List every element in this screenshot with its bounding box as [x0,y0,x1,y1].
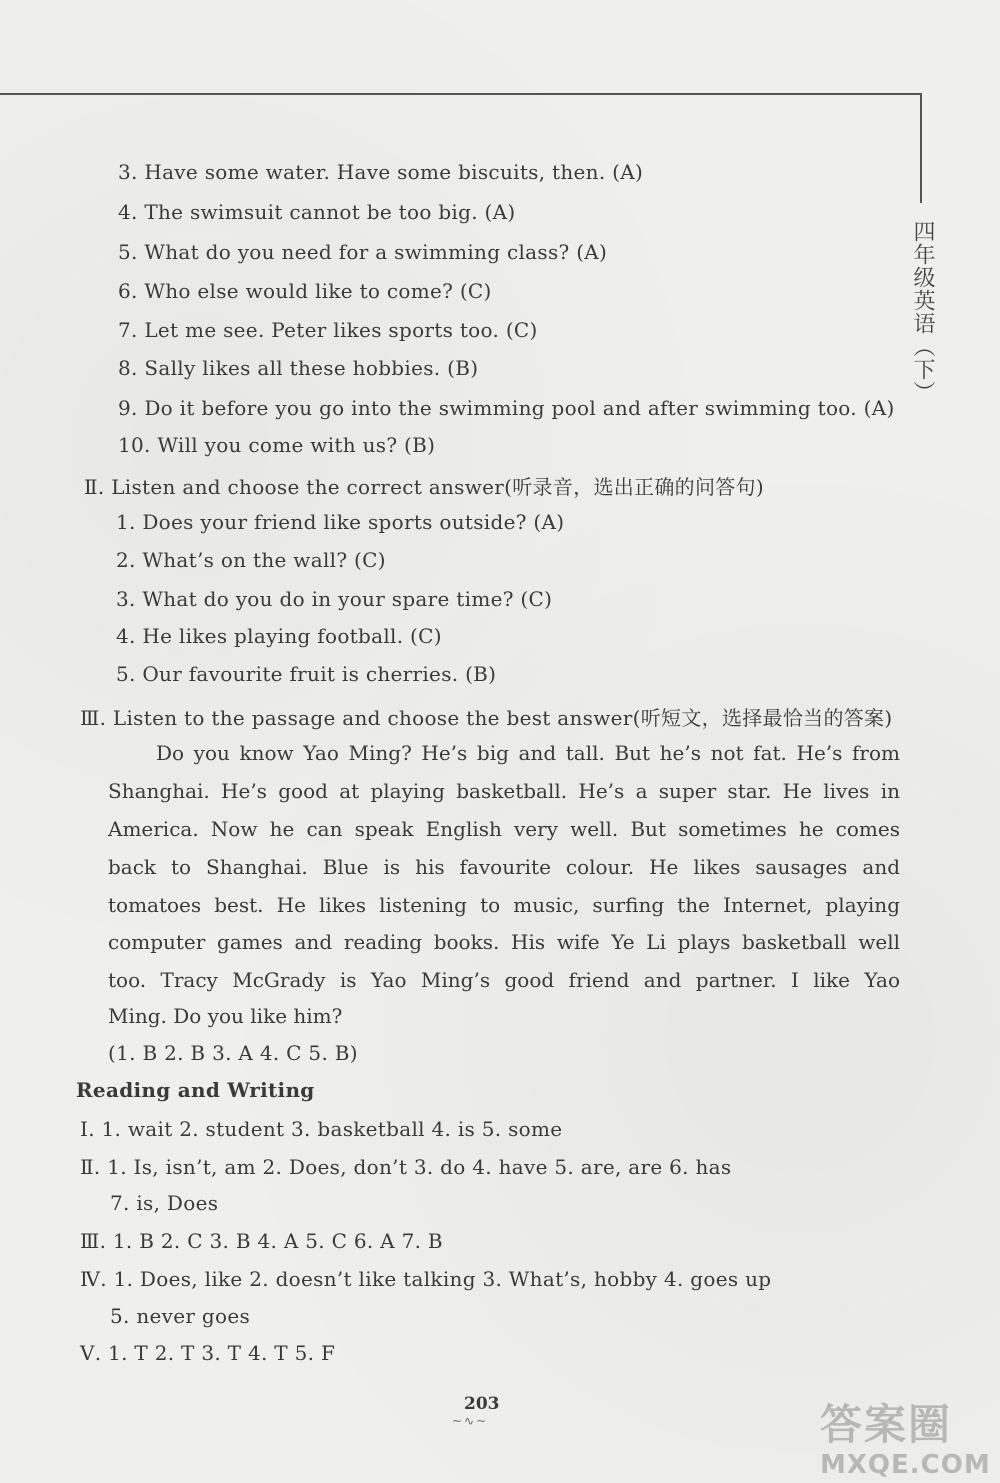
passage-line: back to Shanghai. Blue is his favourite colour. He likes sausages and [108,855,900,879]
answer-line: 6. Who else would like to come? (C) [118,279,492,303]
watermark-logo [820,1392,990,1480]
answer-line: 4. He likes playing football. (C) [116,624,442,648]
answer-line: 7. Let me see. Peter likes sports too. (C) [118,318,538,342]
answer-line: 3. What do you do in your spare time? (C) [116,587,553,611]
answer-line: 1. Does your friend like sports outside? (A) [116,510,565,534]
passage-line: Ming. Do you like him? [108,1004,343,1028]
answer-line: 4. The swimsuit cannot be too big. (A) [118,200,516,224]
passage-line: computer games and reading books. His wife Ye Li plays basketball well [108,930,900,954]
answer-line: 8. Sally likes all these hobbies. (B) [118,356,479,380]
passage-answers: (1. B 2. B 3. A 4. C 5. B) [108,1041,358,1065]
answer-line: 5. What do you need for a swimming class? (A) [118,240,608,264]
answer-line: Ⅳ. 1. Does, like 2. doesn’t like talking 3. What’s, hobby 4. goes up [80,1267,772,1291]
passage-line: America. Now he can speak English very well. But sometimes he comes [108,817,900,841]
section-2-title: Ⅱ. Listen and choose the correct answer(听录音，选出正确的问答句) [84,475,764,499]
reading-writing-heading: Reading and Writing [76,1078,315,1102]
answer-line: Ⅱ. 1. Is, isn’t, am 2. Does, don’t 3. do 4. have 5. are, are 6. has [80,1155,732,1179]
answer-line: Ⅲ. 1. B 2. C 3. B 4. A 5. C 6. A 7. B [80,1229,443,1253]
answer-line: 10. Will you come with us? (B) [118,433,436,457]
page-number: 203 [464,1394,500,1414]
side-rule [920,93,922,203]
section-3-title: Ⅲ. Listen to the passage and choose the best answer(听短文，选择最恰当的答案) [80,706,893,730]
answer-line: 3. Have some water. Have some biscuits, then. (A) [118,160,644,184]
answer-line: 5. Our favourite fruit is cherries. (B) [116,662,497,686]
page-ornament-icon: ~∿~ [452,1414,489,1428]
answer-line: Ⅴ. 1. T 2. T 3. T 4. T 5. F [80,1341,336,1365]
answer-line: 7. is, Does [110,1191,219,1215]
passage-line: Do you know Yao Ming? He’s big and tall. But he’s not fat. He’s from [156,741,900,765]
side-grade-label: 四年级英语（下） [910,220,935,404]
answer-line: 2. What’s on the wall? (C) [116,548,386,572]
answer-line: Ⅰ. 1. wait 2. student 3. basketball 4. is 5. some [80,1117,563,1141]
answer-line: 9. Do it before you go into the swimming pool and after swimming too. (A) [118,396,895,420]
header-rule [0,93,922,95]
watermark-sub: MXQE.COM [820,1450,991,1480]
answer-line: 5. never goes [110,1304,251,1328]
passage-line: too. Tracy McGrady is Yao Ming’s good friend and partner. I like Yao [108,968,900,992]
passage-line: Shanghai. He’s good at playing basketball. He’s a super star. He lives in [108,779,900,803]
passage-line: tomatoes best. He likes listening to music, surfing the Internet, playing [108,893,900,917]
watermark-main: 答案圈 [820,1400,953,1449]
